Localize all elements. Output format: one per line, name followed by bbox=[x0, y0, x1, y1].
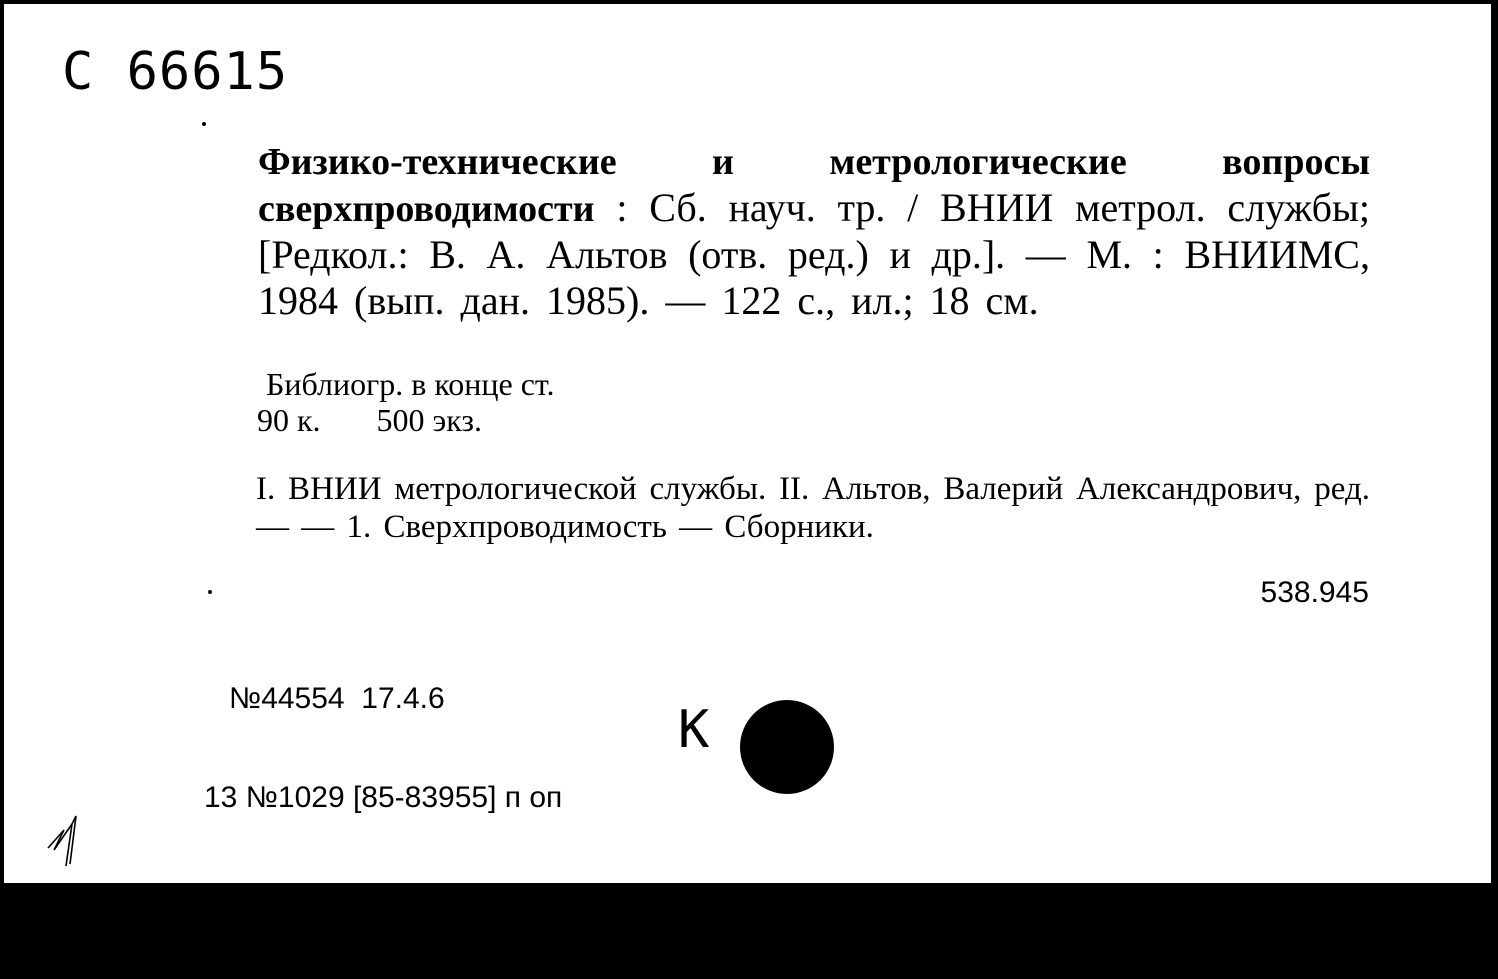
speck-mark bbox=[202, 122, 206, 126]
imprint-line-2: 13 №1029 [85-83955] п оп bbox=[204, 781, 563, 814]
filled-circle-marker bbox=[740, 700, 834, 794]
tracings bbox=[200, 470, 1370, 546]
price-line bbox=[257, 402, 1427, 438]
book-title: Физико-технические и метрологические вопросы сверхпроводимости bbox=[258, 141, 1370, 230]
description-rest: : Сб. науч. тр. / ВНИИ метрол. службы; [Редкол.: В. А. Альтов (отв. ред.) и др.]. — М. : ВНИИМС, 1984 (вып. дан. 1985). — 122 с., ил.; 18 см. bbox=[258, 185, 1370, 323]
call-number: С 66615 bbox=[62, 42, 289, 102]
bibliographic-description bbox=[200, 138, 1370, 324]
imprint-block bbox=[204, 616, 562, 979]
catalog-card bbox=[4, 4, 1491, 913]
handwritten-mark-icon bbox=[42, 810, 92, 870]
udc-number: 538.945 bbox=[1260, 576, 1369, 609]
imprint-line-3: ВКП 11.12.85 Ф503 bbox=[204, 880, 493, 913]
bibliography-note: Библиогр. в конце ст. bbox=[266, 366, 555, 402]
print-run: 500 экз. bbox=[376, 402, 483, 438]
tracings-text: I. ВНИИ метрологической службы. II. Альтов, Валерий Александрович, ред. — — 1. Сверхпроводимость — Сборники. bbox=[256, 471, 1370, 545]
marker-letter: К bbox=[678, 700, 710, 760]
price: 90 к. bbox=[257, 402, 321, 438]
imprint-line-1: №44554 17.4.6 bbox=[204, 682, 445, 715]
speck-mark bbox=[208, 590, 212, 594]
